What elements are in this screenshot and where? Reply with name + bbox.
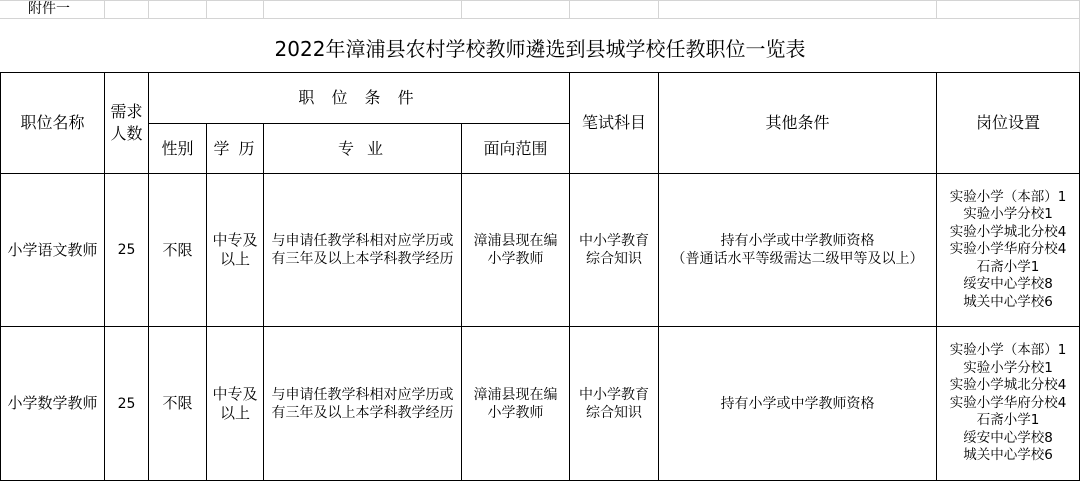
table-row-1-major: 与申请任教学科相对应学历或 有三年及以上本学科教学经历 — [271, 233, 454, 267]
table-row-1-count: 25 — [117, 242, 136, 258]
header-other-conditions: 其他条件 — [765, 113, 830, 132]
table-row-2-other: 持有小学或中学教师资格 — [720, 395, 875, 412]
table-row-1-gender: 不限 — [162, 240, 193, 259]
header-major: 专 业 — [337, 138, 388, 158]
table-row-1-education: 中专及 以上 — [212, 231, 258, 268]
header-position-name: 职位名称 — [20, 113, 85, 132]
header-education: 学 历 — [213, 138, 257, 158]
table-row-2-gender: 不限 — [162, 394, 193, 412]
table-row-2-count: 25 — [117, 395, 136, 412]
table-row-1-posts: 实验小学（本部）1 实验小学分校1 实验小学城北分校4 实验小学华府分校4 石斋小学1 绥安中心学校8 城关中心学校6 — [949, 188, 1067, 310]
table-row-2-position: 小学数学教师 — [7, 394, 98, 412]
table-row-1-scope: 漳浦县现在编 小学教师 — [473, 233, 558, 267]
header-exam-subject: 笔试科目 — [581, 113, 646, 132]
annex-label: 附件一 — [28, 1, 70, 17]
header-gender: 性别 — [161, 138, 194, 158]
page-title: 2022年漳浦县农村学校教师遴选到县城学校任教职位一览表 — [274, 36, 806, 61]
header-scope: 面向范围 — [483, 138, 548, 158]
header-demand-count: 需求 人数 — [110, 102, 143, 143]
table-row-1-other: 持有小学或中学教师资格 （普通话水平等级需达二级甲等及以上） — [671, 233, 924, 267]
table-row-2-scope: 漳浦县现在编 小学教师 — [473, 386, 558, 421]
table-row-1-position: 小学语文教师 — [7, 240, 98, 259]
table-row-1-exam: 中小学教育 综合知识 — [579, 233, 649, 267]
table-row-2-posts: 实验小学（本部）1 实验小学分校1 实验小学城北分校4 实验小学华府分校4 石斋小学1 绥安中心学校8 城关中心学校6 — [949, 342, 1067, 464]
table-row-2-education: 中专及 以上 — [212, 384, 258, 422]
table-row-2-exam: 中小学教育 综合知识 — [579, 386, 649, 421]
table-row-2-major: 与申请任教学科相对应学历或 有三年及以上本学科教学经历 — [271, 386, 454, 421]
header-post-settings: 岗位设置 — [975, 113, 1040, 132]
header-position-conditions: 职 位 条 件 — [298, 88, 420, 107]
